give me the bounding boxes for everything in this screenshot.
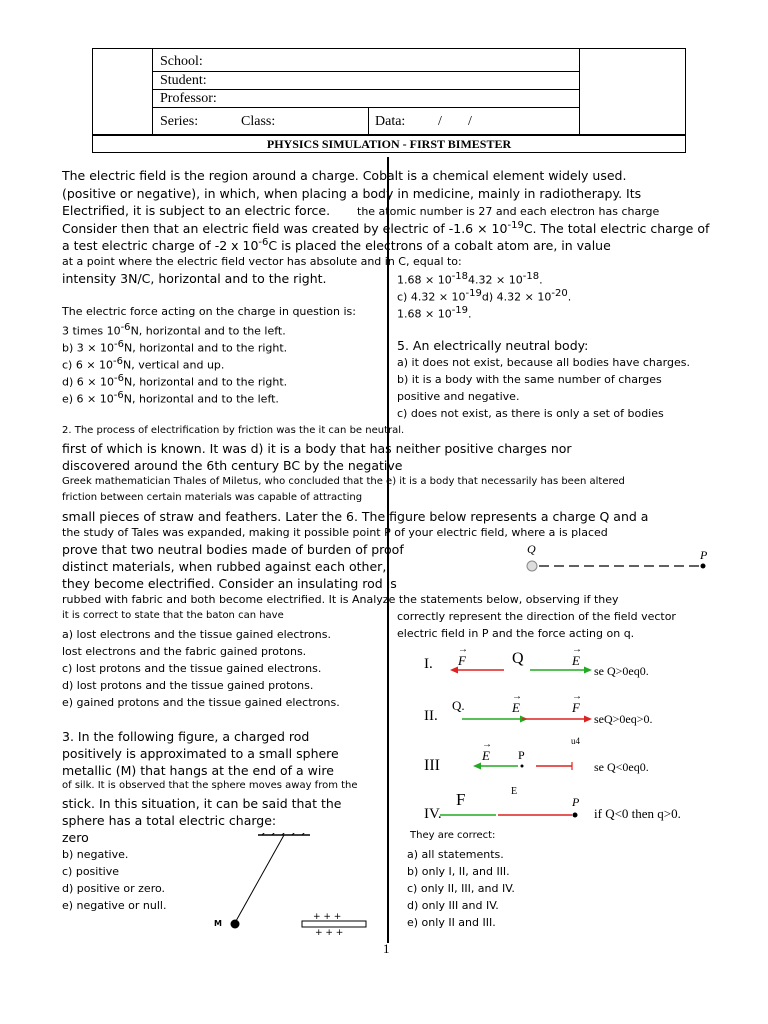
answer-option: e) gained protons and the tissue gained electrons. (62, 696, 340, 709)
text-line: positively is approximated to a small sphere (62, 746, 339, 761)
force-arrowhead (584, 716, 592, 723)
condition-label: se Q<0eq0. (594, 760, 649, 774)
charge-label: Q (512, 650, 524, 667)
answer-option: 3 times $10^{-6}N$, horizontal and to the left. (62, 322, 286, 338)
answer-option: a) it does not exist, because all bodies have charges. (397, 356, 690, 369)
series-label: Series: (160, 114, 199, 129)
pendulum-drawing (210, 833, 380, 943)
point-label: P (518, 748, 525, 762)
answer-option: c) positive (62, 865, 119, 878)
header-row-line (152, 71, 580, 72)
text-line: they become electrified. Consider an insulating rod is (62, 576, 397, 591)
text-line: prove that two neutral bodies made of burden of proof (62, 542, 404, 557)
text-line: it is correct to state that the baton can have (62, 610, 284, 621)
condition-label: seQ>0eq>0. (594, 712, 653, 726)
text-line: the atomic number is 27 and each electron has charge (357, 205, 660, 218)
text-line: Greek mathematician Thales of Miletus, who concluded that the e) it is a body that necessarily has been altered (62, 476, 625, 487)
answer-option: a) lost electrons and the tissue gained electrons. (62, 628, 331, 641)
answer-option: d) $6 \times 10^{-6}N$, horizontal and to the right. (62, 373, 288, 389)
text-line: discovered around the 6th century BC by the negative (62, 458, 403, 473)
force-arrowhead (450, 667, 458, 674)
field-label: → E (482, 739, 492, 763)
answer-option: c) $4.32 \times 10^{-19}d$) $4.32 \times 10^{-20}$. (397, 288, 572, 304)
condition-label: se Q>0eq0. (594, 664, 649, 678)
text-line: friction between certain materials was capable of attracting (62, 492, 363, 503)
answer-option: $1.68 \times 10^{-19}$. (397, 305, 472, 321)
metal-sphere (231, 920, 240, 929)
text-line: first of which is known. It was d) it is a body that has neither positive charges nor (62, 441, 572, 456)
text-line: The electric field is the region around a charge. Cobalt is a chemical element widely used. (62, 168, 627, 183)
statement-IV-number: IV. (424, 806, 442, 822)
force-label: F (456, 790, 466, 809)
text-line: small pieces of straw and feathers. Later the 6. The figure below represents a charge Q and a (62, 509, 649, 524)
u4-label: u4 (571, 736, 580, 746)
answer-option: c) does not exist, as there is only a set of bodies (397, 407, 664, 420)
answer-option: c) only II, III, and IV. (407, 882, 515, 895)
field-label: → E (512, 691, 522, 715)
text-line: a test electric charge of -2 x $10^{-6}C$ is placed the electrons of a cobalt atom are, in value (62, 237, 611, 254)
header-date-divider (368, 107, 369, 135)
text-line: Electrified, it is subject to an electric force. (62, 203, 331, 218)
answer-option: e) only II and III. (407, 916, 496, 929)
text-line: The electric force acting on the charge in question is: (62, 305, 356, 318)
answer-option: positive and negative. (397, 390, 520, 403)
text-line: correctly represent the direction of the field vector (397, 610, 676, 623)
text-line: intensity 3N/C, horizontal and to the right. (62, 271, 327, 286)
text-line: (positive or negative), in which, when placing a body in medicine, mainly in radiotherapy. Its (62, 186, 642, 201)
q-p-dashed-line (524, 558, 714, 574)
answer-option: b) $3 \times 10^{-6}N$, horizontal and to the right. (62, 339, 288, 355)
page-number: 1 (383, 941, 390, 956)
statement-III-number: III (424, 757, 440, 774)
text-line: at a point where the electric field vector has absolute and in C, equal to: (62, 255, 462, 268)
text-line: stick. In this situation, it can be said that the (62, 796, 342, 811)
text-line: They are correct: (410, 830, 496, 841)
answer-option: d) lost protons and the tissue gained protons. (62, 679, 314, 692)
question-5: 5. An electrically neutral body: (397, 338, 589, 353)
answer-option: lost electrons and the fabric gained protons. (62, 645, 307, 658)
statement-IV-arrows (436, 809, 586, 821)
text-line: sphere has a total electric charge: (62, 813, 277, 828)
date-slash: / (438, 114, 442, 129)
date-label: Data: (375, 114, 406, 129)
force-label: → F (458, 644, 468, 668)
question-3: 3. In the following figure, a charged rod (62, 729, 310, 744)
answer-option: zero (62, 830, 89, 845)
text-line: metallic (M) that hangs at the end of a wire (62, 763, 334, 778)
point-label: P (572, 795, 580, 809)
answer-option: c) lost protons and the tissue gained electrons. (62, 662, 322, 675)
field-arrowhead (584, 667, 592, 674)
condition-label: if Q<0 then q>0. (594, 806, 681, 821)
silk-thread (236, 835, 284, 921)
force-label: → F (572, 691, 582, 715)
date-slash: / (468, 114, 472, 129)
text-line: the study of Tales was expanded, making it possible point P of your electric field, where a is placed (62, 526, 608, 539)
text-line: electric field in P and the force acting on q. (397, 627, 635, 640)
student-label: Student: (160, 73, 207, 88)
answer-option: c) $6 \times 10^{-6}N$, vertical and up. (62, 356, 225, 372)
document-title: PHYSICS SIMULATION - FIRST BIMESTER (92, 135, 686, 153)
p-point (701, 564, 706, 569)
header-row-line (152, 107, 580, 108)
text-line: distinct materials, when rubbed against each other, (62, 559, 387, 574)
p-label: P (700, 548, 708, 562)
professor-label: Professor: (160, 91, 217, 106)
answer-option: b) negative. (62, 848, 129, 861)
rod-plus-charges: + + + (313, 912, 342, 922)
text-line: Consider then that an electric field was created by electric of $-1.6 \times 10^{-19}C$. The total electric charge of (62, 220, 710, 237)
charge-label: Q. (452, 698, 465, 713)
answer-option: b) it is a body with the same number of charges (397, 373, 662, 386)
sphere-label-m: M (214, 919, 222, 928)
statement-I-number: I. (424, 656, 433, 672)
school-label: School: (160, 54, 203, 69)
answer-option: d) positive or zero. (62, 882, 166, 895)
p-point (521, 765, 524, 768)
answer-option: $1.68 \times 10^{-18}4.32 \times 10^{-18}$. (397, 271, 543, 287)
q-sphere (527, 561, 537, 571)
q-label: Q (527, 542, 536, 556)
field-label: E (511, 786, 518, 797)
text-line: rubbed with fabric and both become electrified. It is Analyze the statements below, observing if they (62, 593, 619, 606)
question-2: 2. The process of electrification by friction was the it can be neutral. (62, 425, 405, 436)
p-point (573, 813, 578, 818)
rod-plus-charges: + + + (315, 928, 344, 938)
field-label: → E (572, 644, 582, 668)
answer-option: b) only I, II, and III. (407, 865, 510, 878)
statement-III-arrows (470, 760, 580, 772)
answer-option: e) $6 \times 10^{-6}N$, horizontal and to the left. (62, 390, 279, 406)
answer-option: a) all statements. (407, 848, 504, 861)
answer-option: d) only III and IV. (407, 899, 499, 912)
answer-option: e) negative or null. (62, 899, 167, 912)
statement-II-arrows (460, 713, 595, 725)
text-line: of silk. It is observed that the sphere moves away from the (62, 780, 358, 791)
header-row-line (152, 89, 580, 90)
field-arrowhead (473, 763, 481, 770)
statement-II-number: II. (424, 708, 438, 724)
class-label: Class: (241, 114, 276, 129)
